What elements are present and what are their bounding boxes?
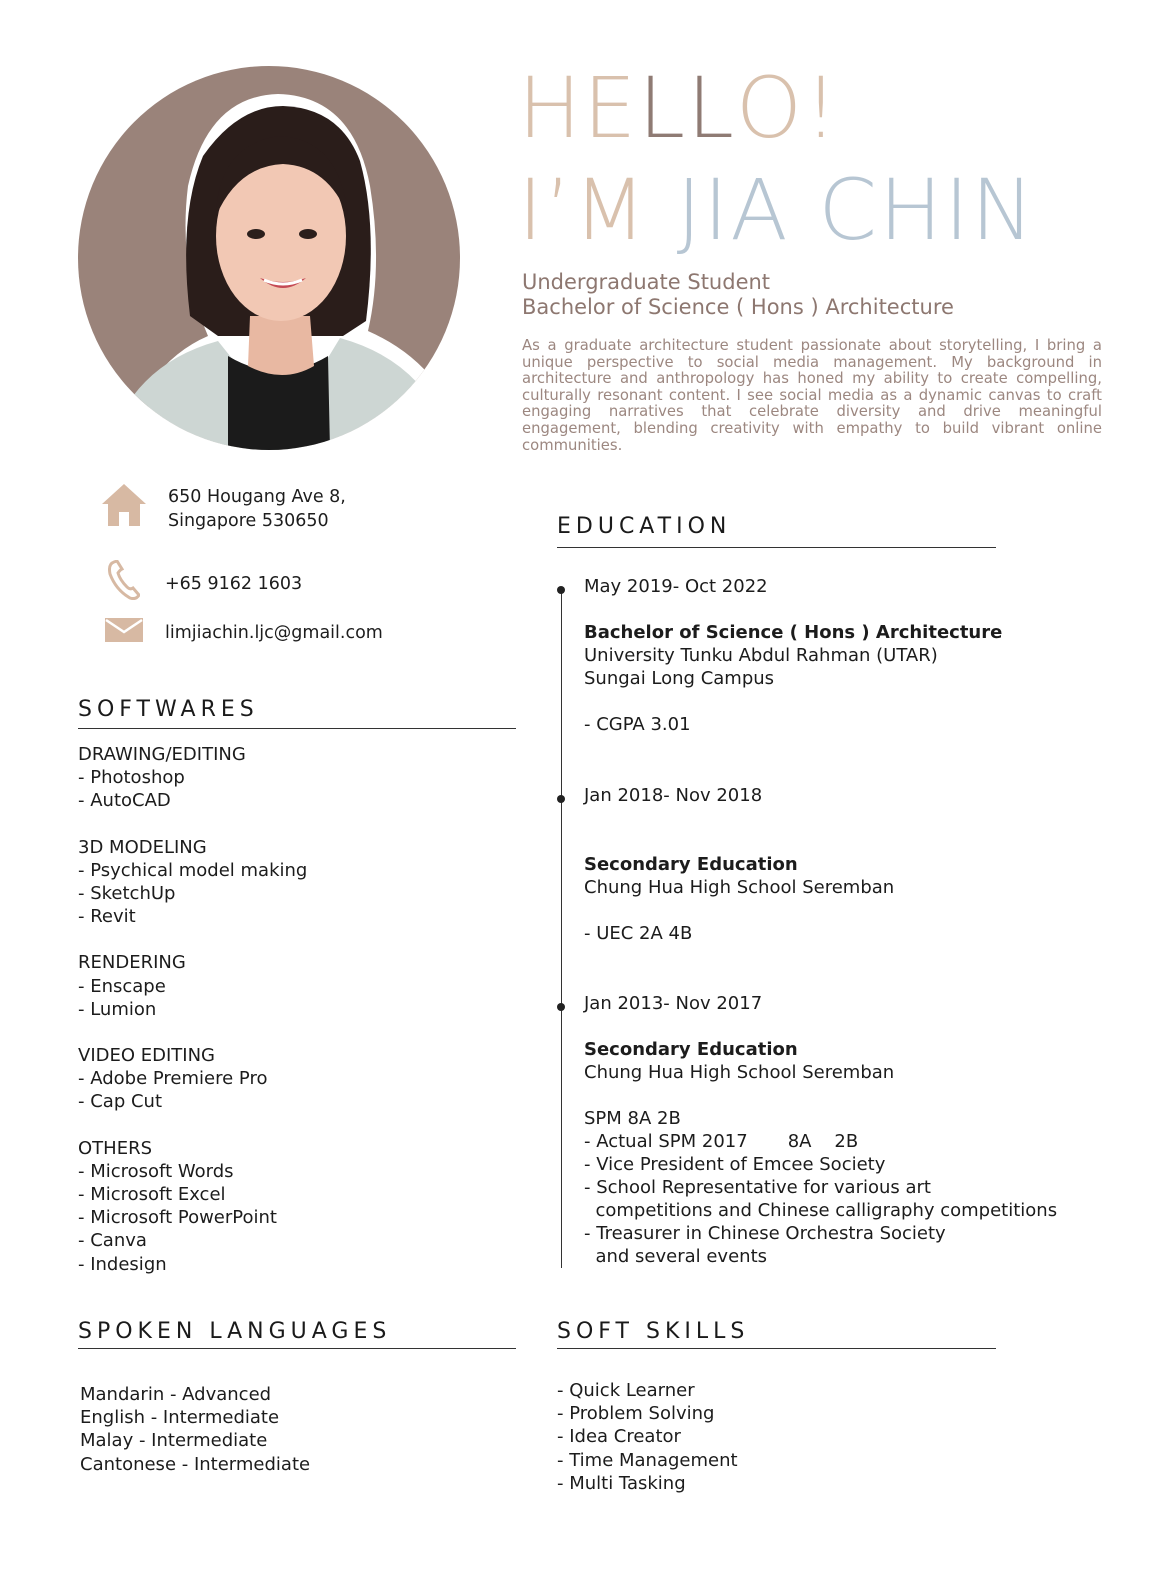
mail-icon [105,618,143,642]
timeline-dot [557,586,565,594]
software-item: - Lumion [78,998,157,1020]
subtitle-line: Undergraduate Student [522,270,771,294]
software-group-heading: VIDEO EDITING [78,1045,216,1067]
home-icon [100,482,148,528]
hello-letter: L [687,59,736,157]
education-date: Jan 2013- Nov 2017 [584,993,763,1014]
software-item: - Adobe Premiere Pro [78,1068,268,1090]
software-item: - AutoCAD [78,790,171,812]
software-item: - Indesign [78,1253,167,1275]
software-item: - Microsoft Excel [78,1184,226,1206]
education-divider [557,547,996,548]
soft-skill-item: - Multi Tasking [557,1472,686,1494]
education-result: - UEC 2A 4B [584,923,693,944]
education-detail: and several events [584,1246,768,1267]
softwares-title: SOFTWARES [78,697,259,722]
languages-title: SPOKEN LANGUAGES [78,1319,392,1344]
hello-letter: L [638,59,688,157]
education-entry [584,784,894,945]
phone-number: +65 9162 1603 [165,574,303,594]
software-group-heading: 3D MODELING [78,836,207,858]
education-date: Jan 2018- Nov 2018 [584,785,763,806]
timeline-dot [557,1003,565,1011]
education-detail: - Actual SPM 2017 8A 2B [584,1131,859,1152]
softwares-divider [78,728,516,729]
address-line: Singapore 530650 [168,511,329,531]
education-degree: Secondary Education [584,1039,798,1060]
timeline-dot [557,795,565,803]
education-school: Chung Hua High School Seremban [584,1062,895,1083]
hello-letter: ! [804,59,840,157]
software-item: - Microsoft Words [78,1160,234,1182]
education-detail: - Treasurer in Chinese Orchestra Society [584,1223,946,1244]
education-detail: - Vice President of Emcee Society [584,1154,886,1175]
subtitle [522,270,954,320]
education-entry [584,575,1002,736]
education-date: May 2019- Oct 2022 [584,576,768,597]
language-item: Mandarin - Advanced [80,1384,272,1405]
language-item: Malay - Intermediate [80,1430,268,1452]
software-item: - Canva [78,1230,147,1252]
software-item: - Psychical model making [78,859,308,881]
hello-letter: O [735,59,804,157]
language-item: Cantonese - Intermediate [80,1453,311,1475]
education-detail: SPM 8A 2B [584,1108,681,1129]
address [168,485,346,533]
soft-skill-item: - Time Management [557,1449,738,1471]
software-item: - Enscape [78,975,166,997]
bio-paragraph: As a graduate architecture student passionate about storytelling, I bring a unique perspective to social media management. My background in architecture and anthropology has honed my ability to create compelling, culturally resonant content. I see social media as a dynamic canvas to craft engaging narratives that celebrate diversity and drive meaningful engagement, blending creativity with empathy to build vibrant online communities. [522,337,1102,454]
education-school: Chung Hua High School Seremban [584,877,895,898]
portrait-illustration [78,66,460,450]
soft-skills-title: SOFT SKILLS [557,1319,750,1344]
phone-icon [108,560,140,600]
languages-divider [78,1348,516,1349]
name-heading [518,161,1036,259]
languages-list [80,1383,310,1476]
software-item: - Cap Cut [78,1091,162,1113]
software-group-heading: RENDERING [78,952,186,974]
education-timeline [561,590,562,1268]
software-group-heading: DRAWING/EDITING [78,744,246,765]
hello-letter: E [583,59,639,157]
hello-letter: H [518,59,584,157]
soft-skill-item: - Problem Solving [557,1403,715,1425]
hello-heading [518,59,840,157]
soft-skill-item: - Quick Learner [557,1380,695,1401]
software-item: - Revit [78,906,136,928]
soft-skills-list [557,1379,738,1495]
education-entry [584,992,1057,1268]
software-item: - SketchUp [78,883,176,905]
education-degree: Secondary Education [584,854,798,875]
soft-skill-item: - Idea Creator [557,1426,681,1448]
software-group-heading: OTHERS [78,1137,153,1159]
software-item: - Microsoft PowerPoint [78,1207,277,1229]
softwares-list [78,743,307,1276]
software-item: - Photoshop [78,767,185,789]
education-degree: Bachelor of Science ( Hons ) Architecture [584,622,1003,643]
profile-photo [78,66,460,450]
language-item: English - Intermediate [80,1407,280,1429]
soft-skills-divider [557,1348,996,1349]
education-detail: competitions and Chinese calligraphy competitions [584,1200,1058,1221]
name-chin: CHIN [818,161,1036,259]
email-address: limjiachin.ljc@gmail.com [165,623,383,643]
education-title: EDUCATION [557,514,732,539]
education-school: University Tunku Abdul Rahman (UTAR) [584,645,938,666]
education-result: - CGPA 3.01 [584,714,691,735]
education-campus: Sungai Long Campus [584,668,775,689]
education-detail: - School Representative for various art [584,1177,931,1198]
name-jia: JIA [676,161,790,259]
address-line: 650 Hougang Ave 8, [168,487,346,507]
subtitle-line: Bachelor of Science ( Hons ) Architecture [522,295,954,319]
name-im: I’M [518,161,648,259]
